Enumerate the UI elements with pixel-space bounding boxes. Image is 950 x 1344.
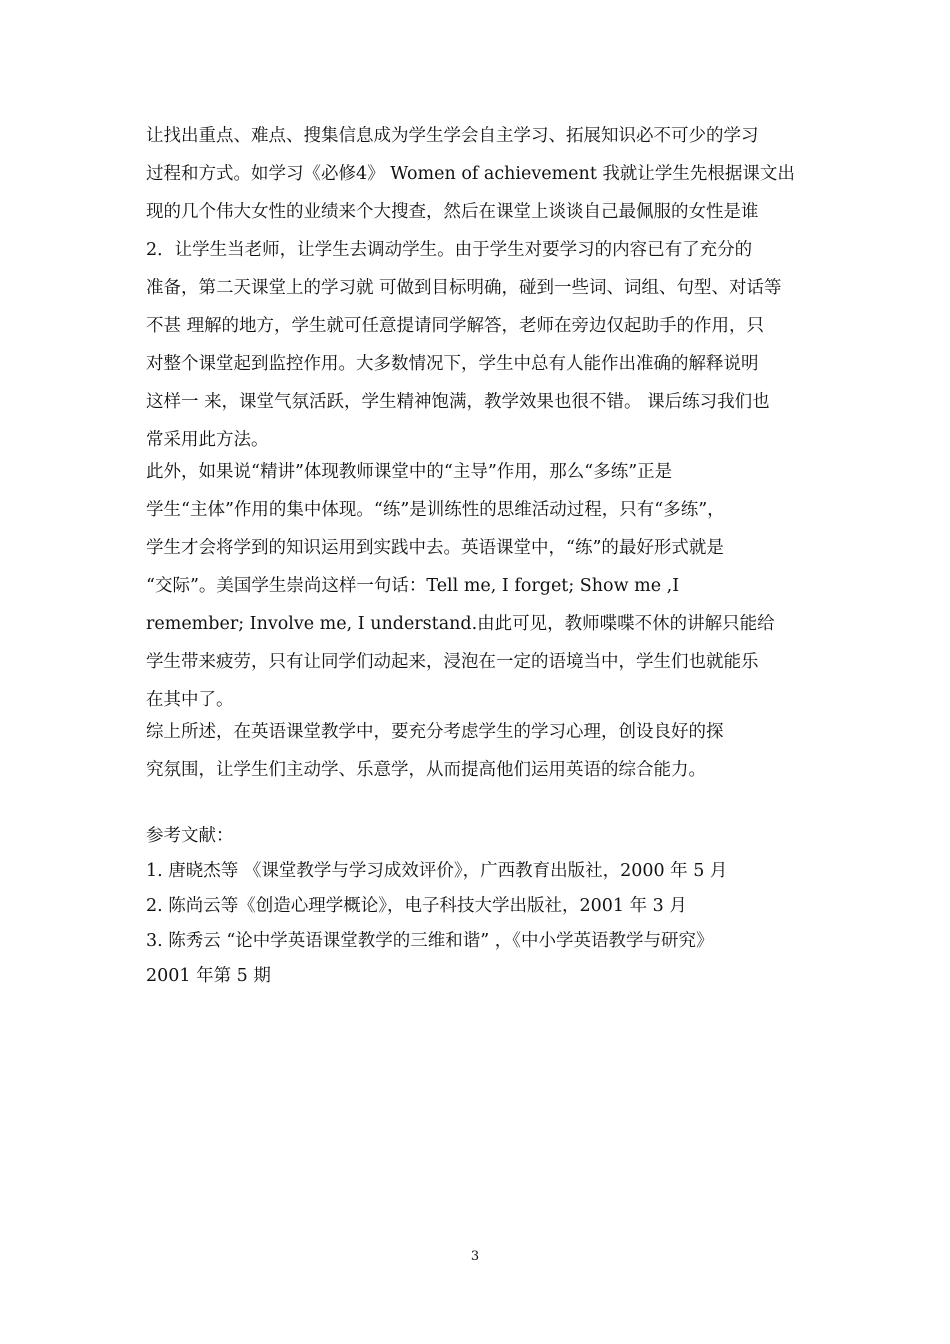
page-number: 3 xyxy=(470,1249,480,1264)
paragraph-2-line-3: 学生才会将学到的知识运用到实践中去。英语课堂中，“练”的最好形式就是 xyxy=(146,538,724,558)
reference-item-2: 2. 陈尚云等《创造心理学概论》，电子科技大学出版社，2001 年 3 月 xyxy=(146,896,687,916)
paragraph-1-line-7: 对整个课堂起到监控作用。大多数情况下，学生中总有人能作出准确的解释说明 xyxy=(146,354,759,374)
paragraph-3-line-1: 综上所述，在英语课堂教学中，要充分考虑学生的学习心理，创设良好的探 xyxy=(146,722,724,742)
paragraph-2-line-5: remember; Involve me, I understand.由此可见，教师喋喋不休的讲解只能给 xyxy=(146,614,775,634)
paragraph-1-line-8: 这样一 来，课堂气氛活跃，学生精神饱满，教学效果也很不错。 课后练习我们也 xyxy=(146,392,770,412)
paragraph-1-line-9: 常采用此方法。 xyxy=(146,430,269,450)
paragraph-1-line-1: 让找出重点、难点、搜集信息成为学生学会自主学习、拓展知识必不可少的学习 xyxy=(146,126,759,146)
reference-item-1: 1. 唐晓杰等 《课堂教学与学习成效评价》，广西教育出版社，2000 年 5 月 xyxy=(146,861,728,881)
reference-item-3-continuation: 2001 年第 5 期 xyxy=(146,966,271,986)
paragraph-2-line-1: 此外，如果说“精讲”体现教师课堂中的“主导”作用，那么“多练”正是 xyxy=(146,462,673,482)
paragraph-2-line-4: “交际”。美国学生崇尚这样一句话：Tell me, I forget; Show me ,I xyxy=(146,576,680,596)
paragraph-1-line-3: 现的几个伟大女性的业绩来个大搜查，然后在课堂上谈谈自己最佩服的女性是谁 xyxy=(146,202,759,222)
paragraph-1-line-2: 过程和方式。如学习《必修4》 Women of achievement 我就让学生先根据课文出 xyxy=(146,164,795,184)
reference-item-3: 3. 陈秀云 “论中学英语课堂教学的三维和谐” ，《中小学英语教学与研究》 xyxy=(146,931,714,951)
paragraph-2-line-2: 学生“主体”作用的集中体现。“练”是训练性的思维活动过程，只有“多练”， xyxy=(146,500,725,520)
references-heading: 参考文献： xyxy=(146,826,234,846)
paragraph-2-line-7: 在其中了。 xyxy=(146,690,234,710)
paragraph-1-line-4: 2．让学生当老师，让学生去调动学生。由于学生对要学习的内容已有了充分的 xyxy=(146,240,753,260)
paragraph-1-line-6: 不甚 理解的地方，学生就可任意提请同学解答，老师在旁边仅起助手的作用，只 xyxy=(146,316,765,336)
paragraph-2-line-6: 学生带来疲劳，只有让同学们动起来，浸泡在一定的语境当中，学生们也就能乐 xyxy=(146,652,759,672)
paragraph-1-line-5: 准备，第二天课堂上的学习就 可做到目标明确，碰到一些词、词组、句型、对话等 xyxy=(146,278,782,298)
paragraph-3-line-2: 究氛围，让学生们主动学、乐意学，从而提高他们运用英语的综合能力。 xyxy=(146,760,706,780)
